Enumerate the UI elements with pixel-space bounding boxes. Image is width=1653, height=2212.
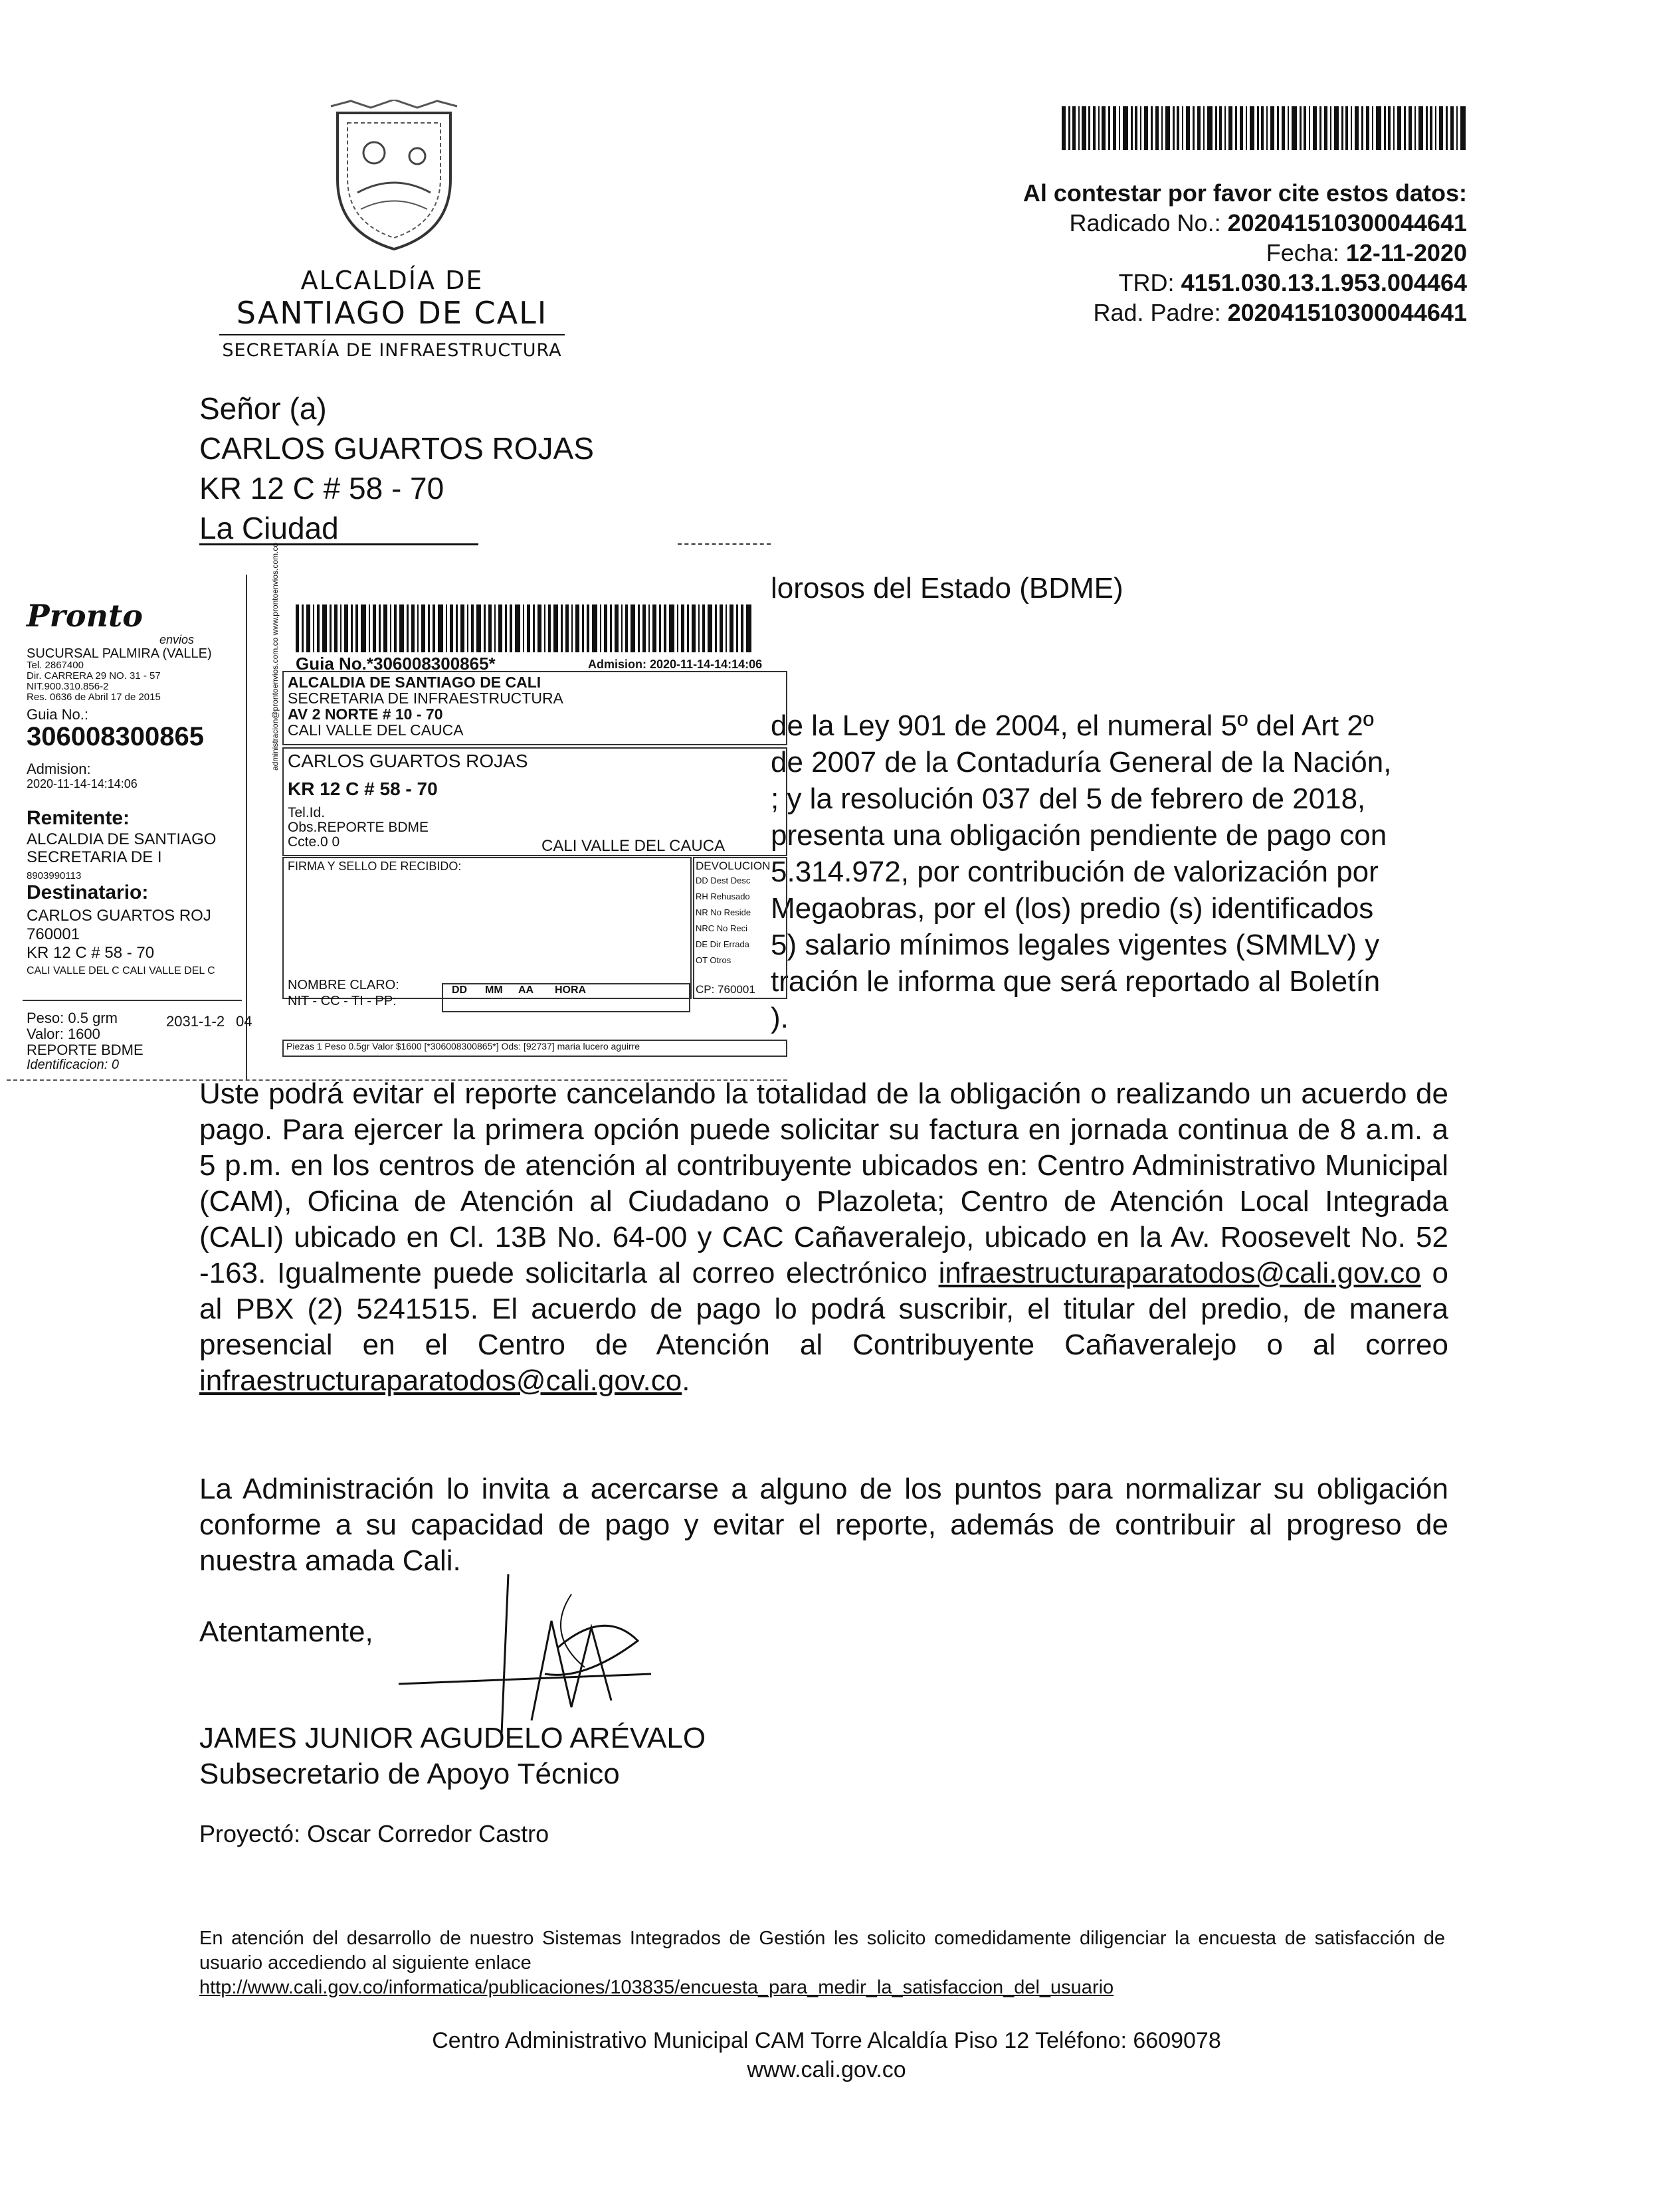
- footer-address: Centro Administrativo Municipal CAM Torre Alcaldía Piso 12 Teléfono: 6609078: [432, 2028, 1221, 2053]
- stub-line: Guia No.:: [27, 706, 88, 723]
- stub-line: Remitente:: [27, 807, 130, 829]
- org-name-line2: SANTIAGO DE CALI: [236, 295, 548, 331]
- body-text: Uste podrá evitar el reporte cancelando la totalidad de la obligación o realizando un acuerdo de pago. Para ejercer la primera opción puede solicitar su factura en jornada continua de 8 a.m. a 5 p.m. en los centros de atención al contribuyente ubicados en: Centro Administrativo Municipal (CAM), Oficina de Atención al Ciudadano o Plazoleta; Centro de Atención Local Integrada (CALI) ubicado en Cl. 13B No. 64-00 y CAC Cañaveralejo, ubicado en la Av. Roosevelt No. 52 -163. Igualmente puede solicitarla al correo electrónico: [199, 1077, 1448, 1289]
- stub-divider: [23, 1000, 242, 1001]
- paragraph-fragment: presenta una obligación pendiente de pago con: [771, 819, 1387, 852]
- firma-label: FIRMA Y SELLO DE RECIBIDO:: [288, 860, 462, 873]
- nombre-label: NOMBRE CLARO:: [288, 978, 399, 992]
- stub-line: ALCALDIA DE SANTIAGO: [27, 830, 217, 848]
- guia-number: Guia No.*306008300865*: [296, 654, 496, 674]
- sender-line: ALCALDIA DE SANTIAGO DE CALI: [288, 674, 541, 691]
- rad-padre-label: Rad. Padre:: [1093, 299, 1221, 326]
- stub-line: CARLOS GUARTOS ROJ: [27, 907, 211, 925]
- subject-fragment: lorosos del Estado (BDME): [771, 572, 1123, 604]
- courier-guide: [270, 542, 787, 1076]
- courier-brand: Pronto: [27, 598, 143, 634]
- stub-line: Admision:: [27, 761, 91, 777]
- sender-line: SECRETARIA DE INFRAESTRUCTURA: [288, 690, 563, 707]
- recipient-line: Obs.REPORTE BDME: [288, 820, 429, 835]
- paragraph-fragment: tración le informa que será reportado al Boletín: [771, 965, 1381, 998]
- body-text: .: [682, 1364, 690, 1397]
- stub-guia-number: 306008300865: [27, 722, 204, 751]
- recipient-line: Ccte.0 0: [288, 834, 340, 850]
- devolucion-option: DE Dir Errada: [696, 939, 749, 949]
- citation-block: [1023, 178, 1467, 327]
- addressee-underline: [199, 543, 478, 545]
- body-paragraph-1: [199, 1076, 1448, 1399]
- radicado-value: 202041510300044641: [1227, 209, 1467, 236]
- city-seal-emblem: [311, 100, 477, 252]
- stub-line: Peso: 0.5 grm: [27, 1010, 118, 1026]
- stub-line: Destinatario:: [27, 881, 149, 903]
- date-col-dd: DD: [452, 984, 468, 996]
- handwritten-signature: [372, 1568, 664, 1734]
- stub-line: SUCURSAL PALMIRA (VALLE): [27, 646, 212, 661]
- date-col-aa: AA: [518, 984, 534, 996]
- paragraph-fragment: de 2007 de la Contaduría General de la Nación,: [771, 746, 1392, 779]
- courier-logo: [27, 598, 143, 634]
- devolucion-label: DEVOLUCION: [696, 860, 771, 872]
- devolucion-option: NRC No Reci: [696, 923, 748, 933]
- paragraph-fragment: Megaobras, por el (los) predio (s) identificados: [771, 892, 1374, 925]
- fecha-label: Fecha:: [1266, 239, 1339, 266]
- org-name-line1: ALCALDÍA DE: [300, 266, 484, 295]
- paragraph-fragment: 5.314.972, por contribución de valorización por: [771, 856, 1379, 888]
- stub-date-suffix: 04: [236, 1013, 252, 1030]
- guia-barcode: [296, 604, 754, 652]
- body-text: o al PBX (2) 5241515. El acuerdo de pago lo podrá suscribir, el titular del predio, de manera presencial en el Centro de Atención al Contribuyente Cañaveralejo o al correo: [199, 1257, 1448, 1361]
- recipient-line: KR 12 C # 58 - 70: [288, 779, 438, 799]
- piezas-line: Piezas 1 Peso 0.5gr Valor $1600 [*306008300865*] Ods: [92737] maria lucero aguirre: [286, 1041, 640, 1052]
- footer-website[interactable]: www.cali.gov.co: [747, 2057, 906, 2082]
- side-url: administracion@prontoenvios.com.co www.prontoenvios.com.co: [270, 542, 280, 771]
- signer-name: JAMES JUNIOR AGUDELO ARÉVALO: [199, 1722, 706, 1754]
- addressee-name: CARLOS GUARTOS ROJAS: [199, 431, 594, 466]
- stub-line: SECRETARIA DE I: [27, 848, 162, 866]
- org-department: SECRETARÍA DE INFRAESTRUCTURA: [222, 340, 562, 361]
- stub-line: Identificacion: 0: [27, 1058, 119, 1072]
- stub-date: 2031-1-2: [166, 1013, 225, 1030]
- guia-admision: Admision: 2020-11-14-14:14:06: [588, 658, 763, 671]
- nit-label: NIT - CC - TI - PP:: [288, 994, 397, 1008]
- survey-notice: [199, 1926, 1445, 2000]
- paragraph-fragment: ; y la resolución 037 del 5 de febrero de 2018,: [771, 783, 1366, 815]
- stub-line: CALI VALLE DEL C CALI VALLE DEL C: [27, 965, 215, 976]
- paragraph-fragment: 5) salario mínimos legales vigentes (SMMLV) y: [771, 929, 1380, 961]
- trd-value: 4151.030.13.1.953.004464: [1181, 269, 1467, 296]
- devolucion-option: DD Dest Desc: [696, 876, 751, 885]
- cite-rad-padre: [1023, 298, 1467, 327]
- org-divider: [219, 334, 565, 335]
- stub-line: REPORTE BDME: [27, 1042, 144, 1058]
- cite-trd: [1023, 268, 1467, 298]
- courier-stub: [7, 575, 252, 1079]
- stub-line: Tel. 2867400: [27, 660, 84, 671]
- email-link[interactable]: infraestructuraparatodos@cali.gov.co: [938, 1257, 1421, 1289]
- fecha-value: 12-11-2020: [1345, 239, 1467, 266]
- body-paragraph-2: La Administración lo invita a acercarse a alguno de los puntos para normalizar su obligación conforme a su capacidad de pago y evitar el reporte, además de contribuir al progreso de nuestra amada Cali.: [199, 1473, 1448, 1577]
- stub-line: 8903990113: [27, 870, 82, 881]
- survey-text: En atención del desarrollo de nuestro Sistemas Integrados de Gestión les solicito comedidamente diligenciar la encuesta de satisfacción de usuario accediendo al siguiente enlace: [199, 1928, 1445, 1974]
- addressee-block: [199, 389, 594, 548]
- stub-line: 2020-11-14-14:14:06: [27, 777, 138, 790]
- email-link[interactable]: infraestructuraparatodos@cali.gov.co: [199, 1364, 682, 1397]
- stub-line: NIT.900.310.856-2: [27, 681, 109, 692]
- radicado-barcode: [1062, 106, 1467, 150]
- cp-value: CP: 760001: [696, 983, 755, 996]
- sender-line: AV 2 NORTE # 10 - 70: [288, 705, 443, 723]
- projected-by: Proyectó: Oscar Corredor Castro: [199, 1820, 549, 1847]
- signer-block: [199, 1720, 706, 1792]
- paragraph-fragment: de la Ley 901 de 2004, el numeral 5º del Art 2º: [771, 709, 1374, 742]
- cite-radicado: [1023, 208, 1467, 238]
- courier-brand-sub: envios: [159, 633, 195, 646]
- recipient-line: CARLOS GUARTOS ROJAS: [288, 751, 528, 771]
- trd-label: TRD:: [1118, 269, 1175, 296]
- addressee-salutation: Señor (a): [199, 391, 327, 426]
- date-col-mm: MM: [485, 984, 503, 996]
- stub-line: Valor: 1600: [27, 1026, 100, 1042]
- date-col-hora: HORA: [555, 984, 587, 996]
- closing-line: Atentamente,: [199, 1615, 373, 1648]
- rad-padre-value: 202041510300044641: [1227, 299, 1467, 326]
- signer-title: Subsecretario de Apoyo Técnico: [199, 1758, 620, 1790]
- subject-underline: [678, 543, 771, 545]
- cite-title: Al contestar por favor cite estos datos:: [1022, 179, 1467, 207]
- radicado-label: Radicado No.:: [1069, 209, 1221, 236]
- devolucion-option: NR No Reside: [696, 907, 751, 917]
- recipient-line: Tel.Id.: [288, 805, 326, 820]
- addressee-address: KR 12 C # 58 - 70: [199, 471, 444, 506]
- devolucion-option: OT Otros: [696, 955, 731, 965]
- paragraph-fragment: ).: [771, 1002, 789, 1034]
- devolucion-option: RH Rehusado: [696, 891, 750, 901]
- stub-line: Dir. CARRERA 29 NO. 31 - 57: [27, 670, 161, 682]
- cite-fecha: [1023, 238, 1467, 268]
- stub-line: 760001: [27, 925, 80, 943]
- footer-address-block: [0, 2026, 1653, 2084]
- survey-link[interactable]: http://www.cali.gov.co/informatica/publicaciones/103835/encuesta_para_medir_la_satisfaccion_del_usuario: [199, 1977, 1114, 1998]
- stub-line: KR 12 C # 58 - 70: [27, 944, 155, 962]
- sender-line: CALI VALLE DEL CAUCA: [288, 721, 464, 739]
- stub-line: Res. 0636 de Abril 17 de 2015: [27, 691, 161, 703]
- recipient-city: CALI VALLE DEL CAUCA: [541, 837, 726, 855]
- addressee-city: La Ciudad: [199, 511, 339, 545]
